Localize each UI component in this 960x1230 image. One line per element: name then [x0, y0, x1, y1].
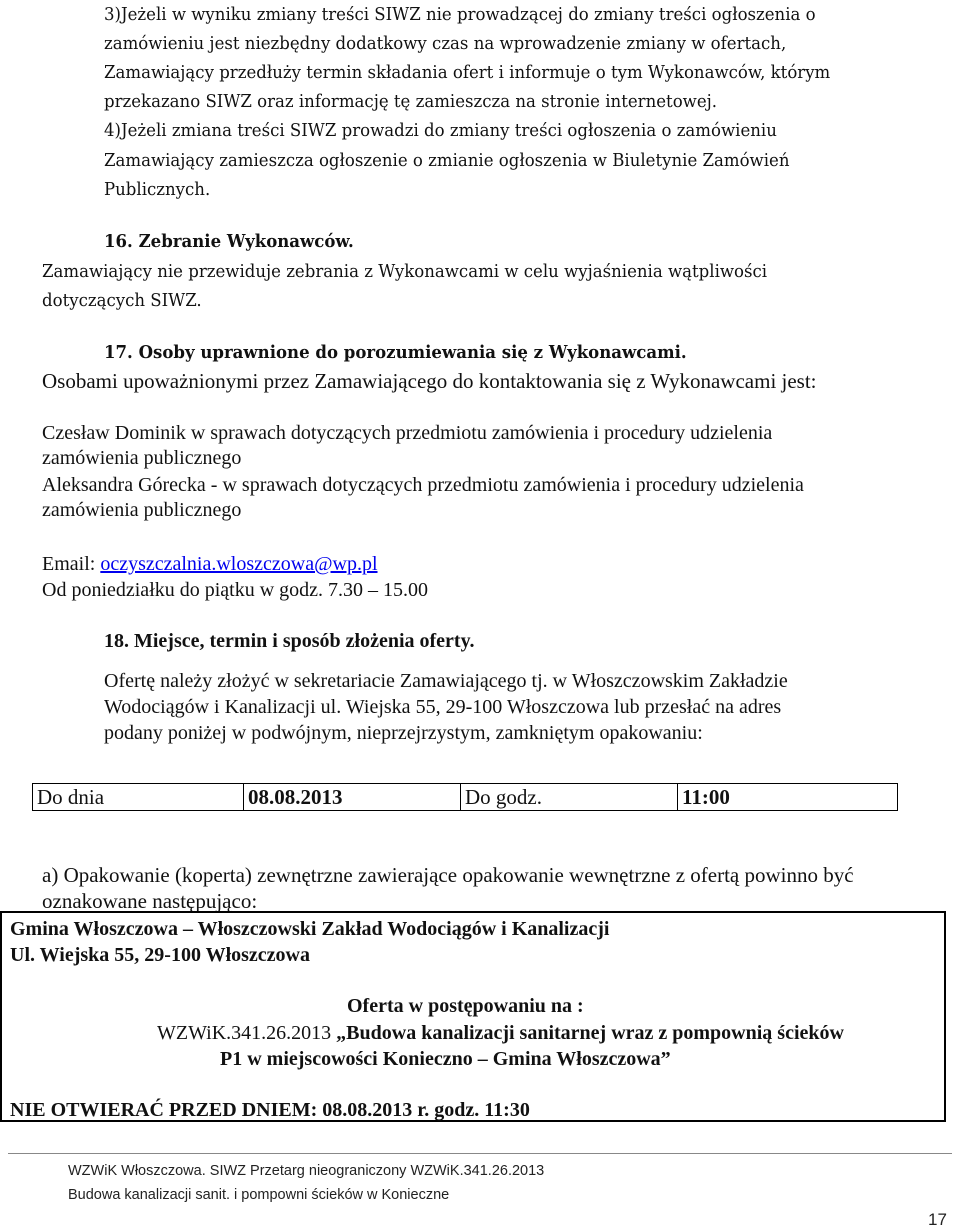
section-heading-16: 16. Zebranie Wykonawców.	[104, 231, 354, 252]
footer-line: Budowa kanalizacji sanit. i pompowni ścieków w Konieczne	[68, 1187, 450, 1203]
envelope-title-line: P1 w miejscowości Konieczno – Gmina Włoszczowa”	[220, 1048, 671, 1070]
deadline-table	[32, 783, 898, 811]
page-number: 17	[928, 1210, 947, 1229]
envelope-address-line: Ul. Wiejska 55, 29-100 Włoszczowa	[10, 944, 310, 966]
paragraph-line: Osobami upoważnionymi przez Zamawiającego do kontaktowania się z Wykonawcami jest:	[42, 369, 817, 393]
office-hours: Od poniedziałku do piątku w godz. 7.30 – 15.00	[42, 579, 429, 601]
time-label-cell: Do godz.	[461, 784, 678, 811]
footer-divider	[8, 1153, 952, 1154]
paragraph-line: dotyczących SIWZ.	[42, 290, 202, 311]
contact-person-line: zamówienia publicznego	[42, 447, 242, 469]
paragraph-line: a) Opakowanie (koperta) zewnętrzne zawierające opakowanie wewnętrzne z ofertą powinno być	[42, 863, 854, 887]
envelope-title: „Budowa kanalizacji sanitarnej wraz z pompownią ścieków	[336, 1022, 844, 1044]
date-value-cell: 08.08.2013	[244, 784, 461, 811]
paragraph-line: zamówieniu jest niezbędny dodatkowy czas na wprowadzenie zmiany w ofertach,	[104, 33, 787, 54]
paragraph-line: Zamawiający nie przewiduje zebrania z Wykonawcami w celu wyjaśnienia wątpliwości	[42, 261, 768, 282]
section-heading-18: 18. Miejsce, termin i sposób złożenia oferty.	[104, 630, 475, 652]
email-link[interactable]: oczyszczalnia.wloszczowa@wp.pl	[100, 553, 378, 575]
paragraph-line: Wodociągów i Kanalizacji ul. Wiejska 55, 29-100 Włoszczowa lub przesłać na adres	[104, 696, 782, 718]
paragraph-line: Zamawiający zamieszcza ogłoszenie o zmianie ogłoszenia w Biuletynie Zamówień	[104, 150, 790, 171]
paragraph-line: oznakowane następująco:	[42, 889, 258, 913]
paragraph-line: Zamawiający przedłuży termin składania ofert i informuje o tym Wykonawców, którym	[104, 62, 831, 83]
email-line	[42, 551, 378, 577]
footer-line: WZWiK Włoszczowa. SIWZ Przetarg nieograniczony WZWiK.341.26.2013	[68, 1163, 545, 1179]
time-value-cell: 11:00	[678, 784, 898, 811]
contact-person-line: zamówienia publicznego	[42, 499, 242, 521]
date-label-cell: Do dnia	[33, 784, 244, 811]
contact-person-line: Czesław Dominik w sprawach dotyczących przedmiotu zamówienia i procedury udzielenia	[42, 422, 773, 444]
paragraph-line: Ofertę należy złożyć w sekretariacie Zamawiającego tj. w Włoszczowskim Zakładzie	[104, 670, 788, 692]
paragraph-line: przekazano SIWZ oraz informację tę zamieszcza na stronie internetowej.	[104, 91, 718, 112]
paragraph-line: podany poniżej w podwójnym, nieprzejrzystym, zamkniętym opakowaniu:	[104, 722, 703, 744]
paragraph-line: 4)Jeżeli zmiana treści SIWZ prowadzi do zmiany treści ogłoszenia o zamówieniu	[104, 120, 777, 141]
envelope-reference: WZWiK.341.26.2013	[157, 1022, 337, 1044]
section-heading-17: 17. Osoby uprawnione do porozumiewania się z Wykonawcami.	[104, 342, 687, 363]
table-row	[33, 784, 898, 811]
envelope-offer-heading: Oferta w postępowaniu na :	[347, 995, 584, 1017]
paragraph-line: 3)Jeżeli w wyniku zmiany treści SIWZ nie prowadzącej do zmiany treści ogłoszenia o	[104, 4, 816, 25]
email-label: Email:	[42, 553, 101, 575]
envelope-address-line: Gmina Włoszczowa – Włoszczowski Zakład Wodociągów i Kanalizacji	[10, 918, 610, 940]
envelope-warning: NIE OTWIERAĆ PRZED DNIEM: 08.08.2013 r. godz. 11:30	[10, 1099, 530, 1121]
contact-person-line: Aleksandra Górecka - w sprawach dotyczących przedmiotu zamówienia i procedury udzielenia	[42, 474, 804, 496]
paragraph-line: Publicznych.	[104, 179, 211, 200]
envelope-title-line	[157, 1020, 844, 1046]
